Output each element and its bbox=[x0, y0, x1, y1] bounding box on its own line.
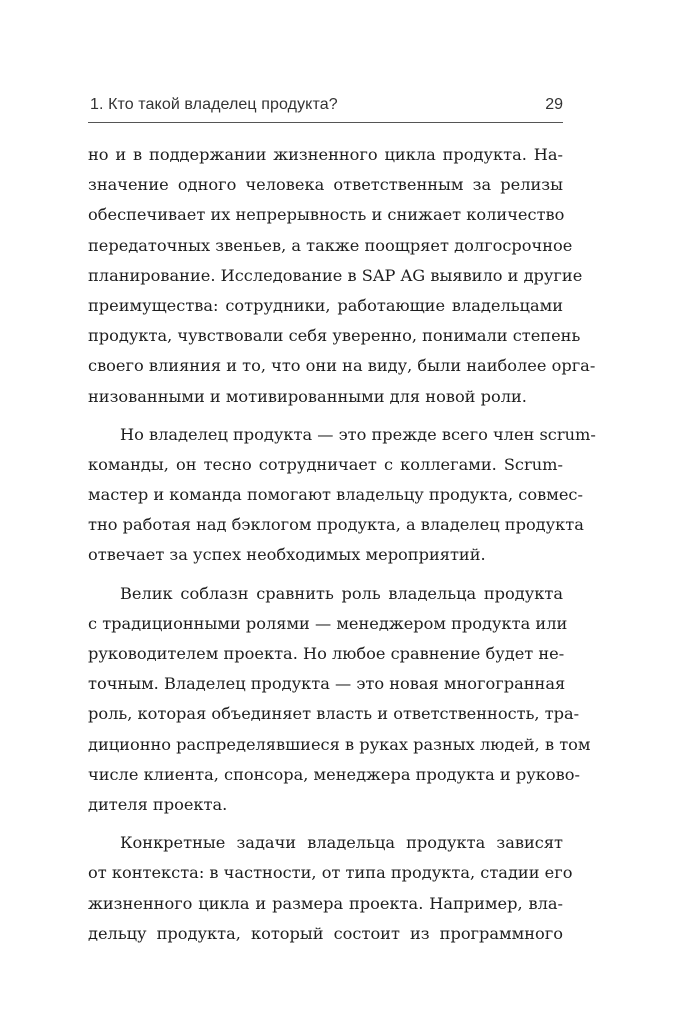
text-line: точным. Владелец продукта — это новая многогранная bbox=[88, 674, 566, 694]
text-line: с традиционными ролями — менеджером продукта или bbox=[88, 613, 568, 633]
paragraph-gap bbox=[88, 820, 563, 828]
text-line: диционно распределявшиеся в руках разных людей, в том bbox=[88, 734, 591, 754]
text-line: дельцу продукта, который состоит из программного bbox=[88, 923, 563, 943]
text-line: команды, он тесно сотрудничает с коллегами. Scrum- bbox=[88, 454, 563, 474]
text-line: низованными и мотивированными для новой роли. bbox=[88, 386, 527, 406]
text-line: Велик соблазн сравнить роль владельца продукта bbox=[120, 583, 563, 603]
running-header bbox=[88, 92, 563, 123]
text-line: преимущества: сотрудники, работающие владельцами bbox=[88, 295, 563, 315]
text-line: роль, которая объединяет власть и ответственность, тра- bbox=[88, 704, 580, 724]
text-line: планирование. Исследование в SAP AG выявило и другие bbox=[88, 265, 583, 285]
text-line: значение одного человека ответственным за релизы bbox=[88, 175, 563, 195]
text-line: Но владелец продукта — это прежде всего член scrum- bbox=[120, 424, 596, 444]
body-text bbox=[88, 140, 596, 949]
text-line: продукта, чувствовали себя уверенно, понимали степень bbox=[88, 326, 581, 346]
text-line: мастер и команда помогают владельцу продукта, совмес- bbox=[88, 485, 583, 505]
text-line: отвечает за успех необходимых мероприятий. bbox=[88, 545, 486, 565]
text-line: тно работая над бэклогом продукта, а владелец продукта bbox=[88, 515, 584, 535]
text-line: передаточных звеньев, а также поощряет долгосрочное bbox=[88, 235, 573, 255]
text-line: от контекста: в частности, от типа продукта, стадии его bbox=[88, 863, 573, 883]
text-line: дителя проекта. bbox=[88, 794, 228, 814]
text-line: руководителем проекта. Но любое сравнение будет не- bbox=[88, 644, 565, 663]
text-line: жизненного цикла и размера проекта. Например, вла- bbox=[88, 893, 563, 913]
paragraph-gap bbox=[88, 571, 563, 579]
text-line: своего влияния и то, что они на виду, были наиболее орга- bbox=[88, 356, 596, 376]
text-line: числе клиента, спонсора, менеджера продукта и руково- bbox=[88, 764, 580, 784]
text-line: но и в поддержании жизненного цикла продукта. На- bbox=[88, 145, 563, 164]
chapter-title: 1. Кто такой владелец продукта? bbox=[90, 96, 338, 113]
page-number: 29 bbox=[545, 96, 563, 113]
text-line: Конкретные задачи владельца продукта зависят bbox=[120, 833, 563, 853]
text-line: обеспечивает их непрерывность и снижает количество bbox=[88, 205, 565, 225]
paragraph-gap bbox=[88, 412, 563, 420]
